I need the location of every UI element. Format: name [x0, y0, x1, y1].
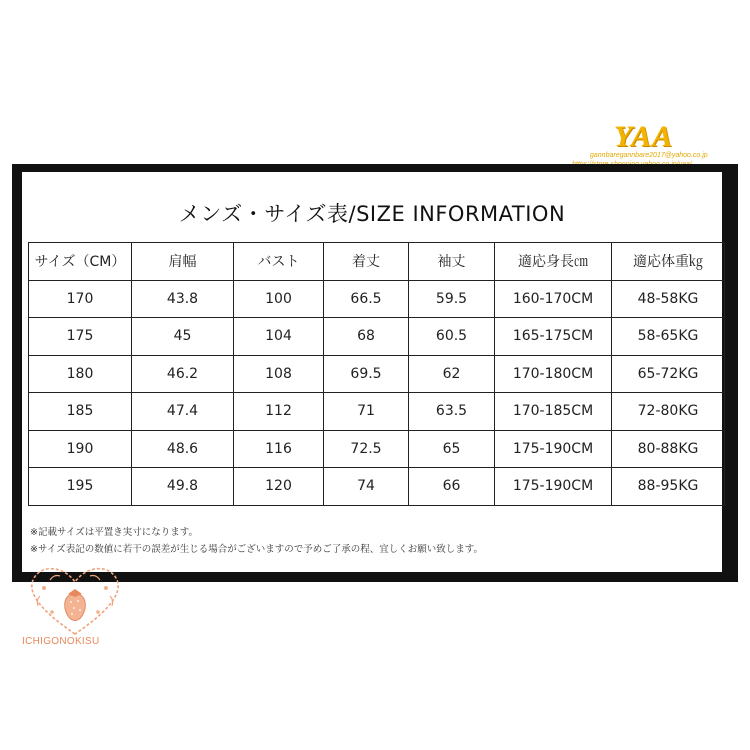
- size-notes: [30, 524, 483, 558]
- cell-length: 72.5: [324, 430, 409, 468]
- header-weight: 適応体重㎏: [612, 243, 725, 281]
- cell-weight: 72-80KG: [612, 393, 725, 431]
- cell-bust: 120: [234, 468, 324, 506]
- strawberry-heart-icon: [20, 560, 130, 640]
- cell-sleeve: 62: [409, 355, 495, 393]
- size-chart-panel: [22, 172, 722, 572]
- cell-bust: 104: [234, 318, 324, 356]
- cell-sleeve: 60.5: [409, 318, 495, 356]
- cell-size: 175: [29, 318, 132, 356]
- cell-shoulder: 47.4: [132, 393, 234, 431]
- cell-length: 69.5: [324, 355, 409, 393]
- cell-bust: 112: [234, 393, 324, 431]
- cell-height: 170-185CM: [495, 393, 612, 431]
- cell-size: 170: [29, 280, 132, 318]
- note-tolerance: ※サイズ表記の数値に若干の誤差が生じる場合がございますので予めご了承の程、宜しくお願い致します。: [30, 544, 483, 555]
- table-row: [29, 468, 725, 506]
- cell-weight: 88-95KG: [612, 468, 725, 506]
- header-sleeve: 袖丈: [409, 243, 495, 281]
- header-height: 適応身長㎝: [495, 243, 612, 281]
- size-chart-frame: [12, 164, 738, 582]
- cell-size: 190: [29, 430, 132, 468]
- header-length: 着丈: [324, 243, 409, 281]
- header-shoulder: 肩幅: [132, 243, 234, 281]
- table-row: [29, 355, 725, 393]
- cell-weight: 58-65KG: [612, 318, 725, 356]
- cell-length: 74: [324, 468, 409, 506]
- brand-email: gannbaregannbare2017@yahoo.co.jp: [590, 152, 708, 159]
- cell-height: 175-190CM: [495, 468, 612, 506]
- table-row: [29, 318, 725, 356]
- cell-shoulder: 46.2: [132, 355, 234, 393]
- table-row: [29, 393, 725, 431]
- watermark-text: ICHIGONOKISU: [22, 636, 100, 647]
- cell-size: 195: [29, 468, 132, 506]
- size-chart-title: メンズ・サイズ表/SIZE INFORMATION: [178, 202, 566, 226]
- watermark: [20, 560, 130, 665]
- cell-bust: 108: [234, 355, 324, 393]
- cell-size: 180: [29, 355, 132, 393]
- size-table: [28, 242, 725, 506]
- table-row: [29, 280, 725, 318]
- cell-sleeve: 66: [409, 468, 495, 506]
- cell-height: 160-170CM: [495, 280, 612, 318]
- cell-height: 165-175CM: [495, 318, 612, 356]
- cell-sleeve: 65: [409, 430, 495, 468]
- cell-bust: 116: [234, 430, 324, 468]
- cell-length: 68: [324, 318, 409, 356]
- brand-logo: YAA: [614, 120, 674, 153]
- cell-length: 66.5: [324, 280, 409, 318]
- cell-sleeve: 63.5: [409, 393, 495, 431]
- note-measurement: ※記載サイズは平置き実寸になります。: [30, 527, 198, 538]
- cell-shoulder: 48.6: [132, 430, 234, 468]
- cell-sleeve: 59.5: [409, 280, 495, 318]
- cell-shoulder: 49.8: [132, 468, 234, 506]
- table-row: [29, 430, 725, 468]
- cell-length: 71: [324, 393, 409, 431]
- cell-shoulder: 43.8: [132, 280, 234, 318]
- cell-weight: 48-58KG: [612, 280, 725, 318]
- table-header-row: [29, 243, 725, 281]
- cell-height: 175-190CM: [495, 430, 612, 468]
- cell-size: 185: [29, 393, 132, 431]
- cell-weight: 80-88KG: [612, 430, 725, 468]
- header-size: サイズ（CM）: [29, 243, 132, 281]
- cell-weight: 65-72KG: [612, 355, 725, 393]
- header-bust: バスト: [234, 243, 324, 281]
- cell-shoulder: 45: [132, 318, 234, 356]
- cell-height: 170-180CM: [495, 355, 612, 393]
- cell-bust: 100: [234, 280, 324, 318]
